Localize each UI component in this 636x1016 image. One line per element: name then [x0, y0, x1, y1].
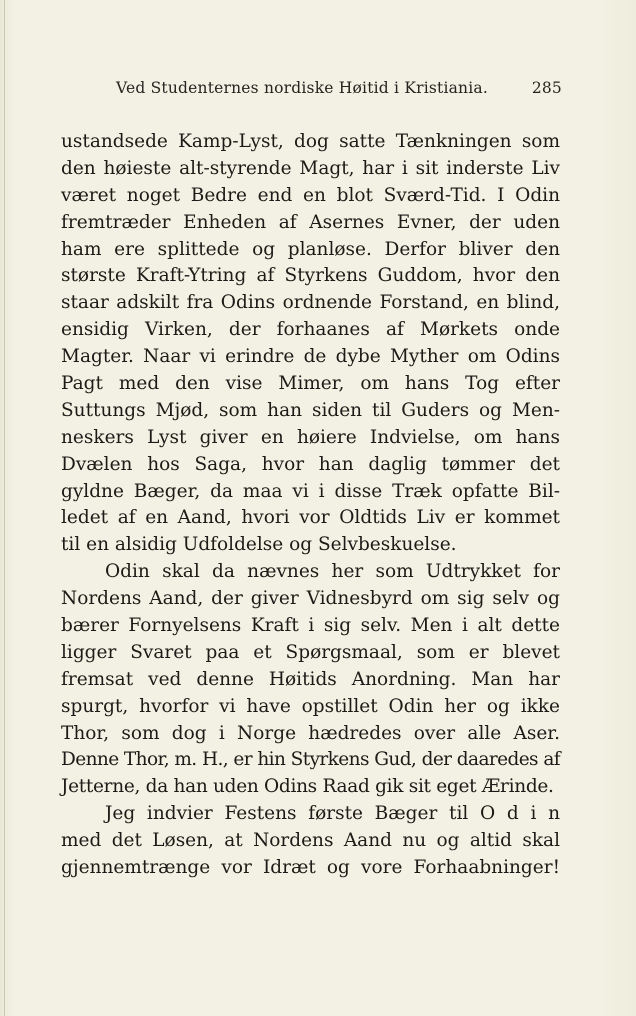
text-line: fremsat ved denne Høitids Anordning. Man har: [61, 668, 560, 690]
paragraph-start-line: Odin skal da nævnes her som Udtrykket for: [105, 561, 560, 583]
binding-edge: [4, 0, 5, 1016]
text-line: ligger Svaret paa et Spørgsmaal, som er blevet: [61, 641, 560, 663]
text-line: gjennemtrænge vor Idræt og vore Forhaabninger!: [61, 857, 560, 879]
text-line: Nordens Aand, der giver Vidnesbyrd om sig selv og: [61, 588, 560, 610]
text-line: største Kraft-Ytring af Styrkens Guddom, hvor den: [61, 265, 560, 287]
text-line: Suttungs Mjød, som han siden til Guders og Men-: [61, 399, 560, 421]
text-line: den høieste alt-styrende Magt, har i sit inderste Liv: [61, 157, 560, 179]
text-line: bærer Fornyelsens Kraft i sig selv. Men i alt dette: [61, 615, 560, 637]
text-line: Denne Thor, m. H., er hin Styrkens Gud, der daaredes af: [61, 749, 560, 771]
paragraph-start-line: Jeg indvier Festens første Bæger til O d i n: [105, 803, 560, 825]
text-line: Magter. Naar vi erindre de dybe Myther om Odins: [61, 346, 560, 368]
text-line: ensidig Virken, der forhaanes af Mørkets onde: [61, 319, 560, 341]
text-line: fremtræder Enheden af Asernes Evner, der uden: [61, 211, 560, 233]
text-line: ledet af en Aand, hvori vor Oldtids Liv er kommet: [61, 507, 560, 529]
paragraph-end-line: Jetterne, da han uden Odins Raad gik sit eget Ærinde.: [61, 776, 554, 798]
running-head-title: Ved Studenternes nordiske Høitid i Kristiania.: [116, 79, 488, 97]
text-line: staar adskilt fra Odins ordnende Forstand, en blind,: [61, 292, 560, 314]
page-number: 285: [531, 79, 562, 97]
text-line: neskers Lyst giver en høiere Indvielse, om hans: [61, 426, 560, 448]
running-head: [116, 79, 562, 103]
text-line: ham ere splittede og planløse. Derfor bliver den: [61, 238, 560, 260]
text-line: spurgt, hvorfor vi have opstillet Odin her og ikke: [61, 695, 560, 717]
text-line: været noget Bedre end en blot Sværd-Tid. I Odin: [61, 184, 560, 206]
text-line: Pagt med den vise Mimer, om hans Tog efter: [61, 373, 560, 395]
body-text: [61, 129, 560, 882]
text-line: Dvælen hos Saga, hvor han daglig tømmer det: [61, 453, 560, 475]
paragraph-end-line: til en alsidig Udfoldelse og Selvbeskuelse.: [61, 534, 457, 556]
text-line: med det Løsen, at Nordens Aand nu og altid skal: [61, 830, 560, 852]
text-line: ustandsede Kamp-Lyst, dog satte Tænkningen som: [61, 131, 560, 152]
text-line: Thor, som dog i Norge hædredes over alle Aser.: [61, 722, 560, 744]
text-line: gyldne Bæger, da maa vi i disse Træk opfatte Bil-: [61, 480, 560, 502]
